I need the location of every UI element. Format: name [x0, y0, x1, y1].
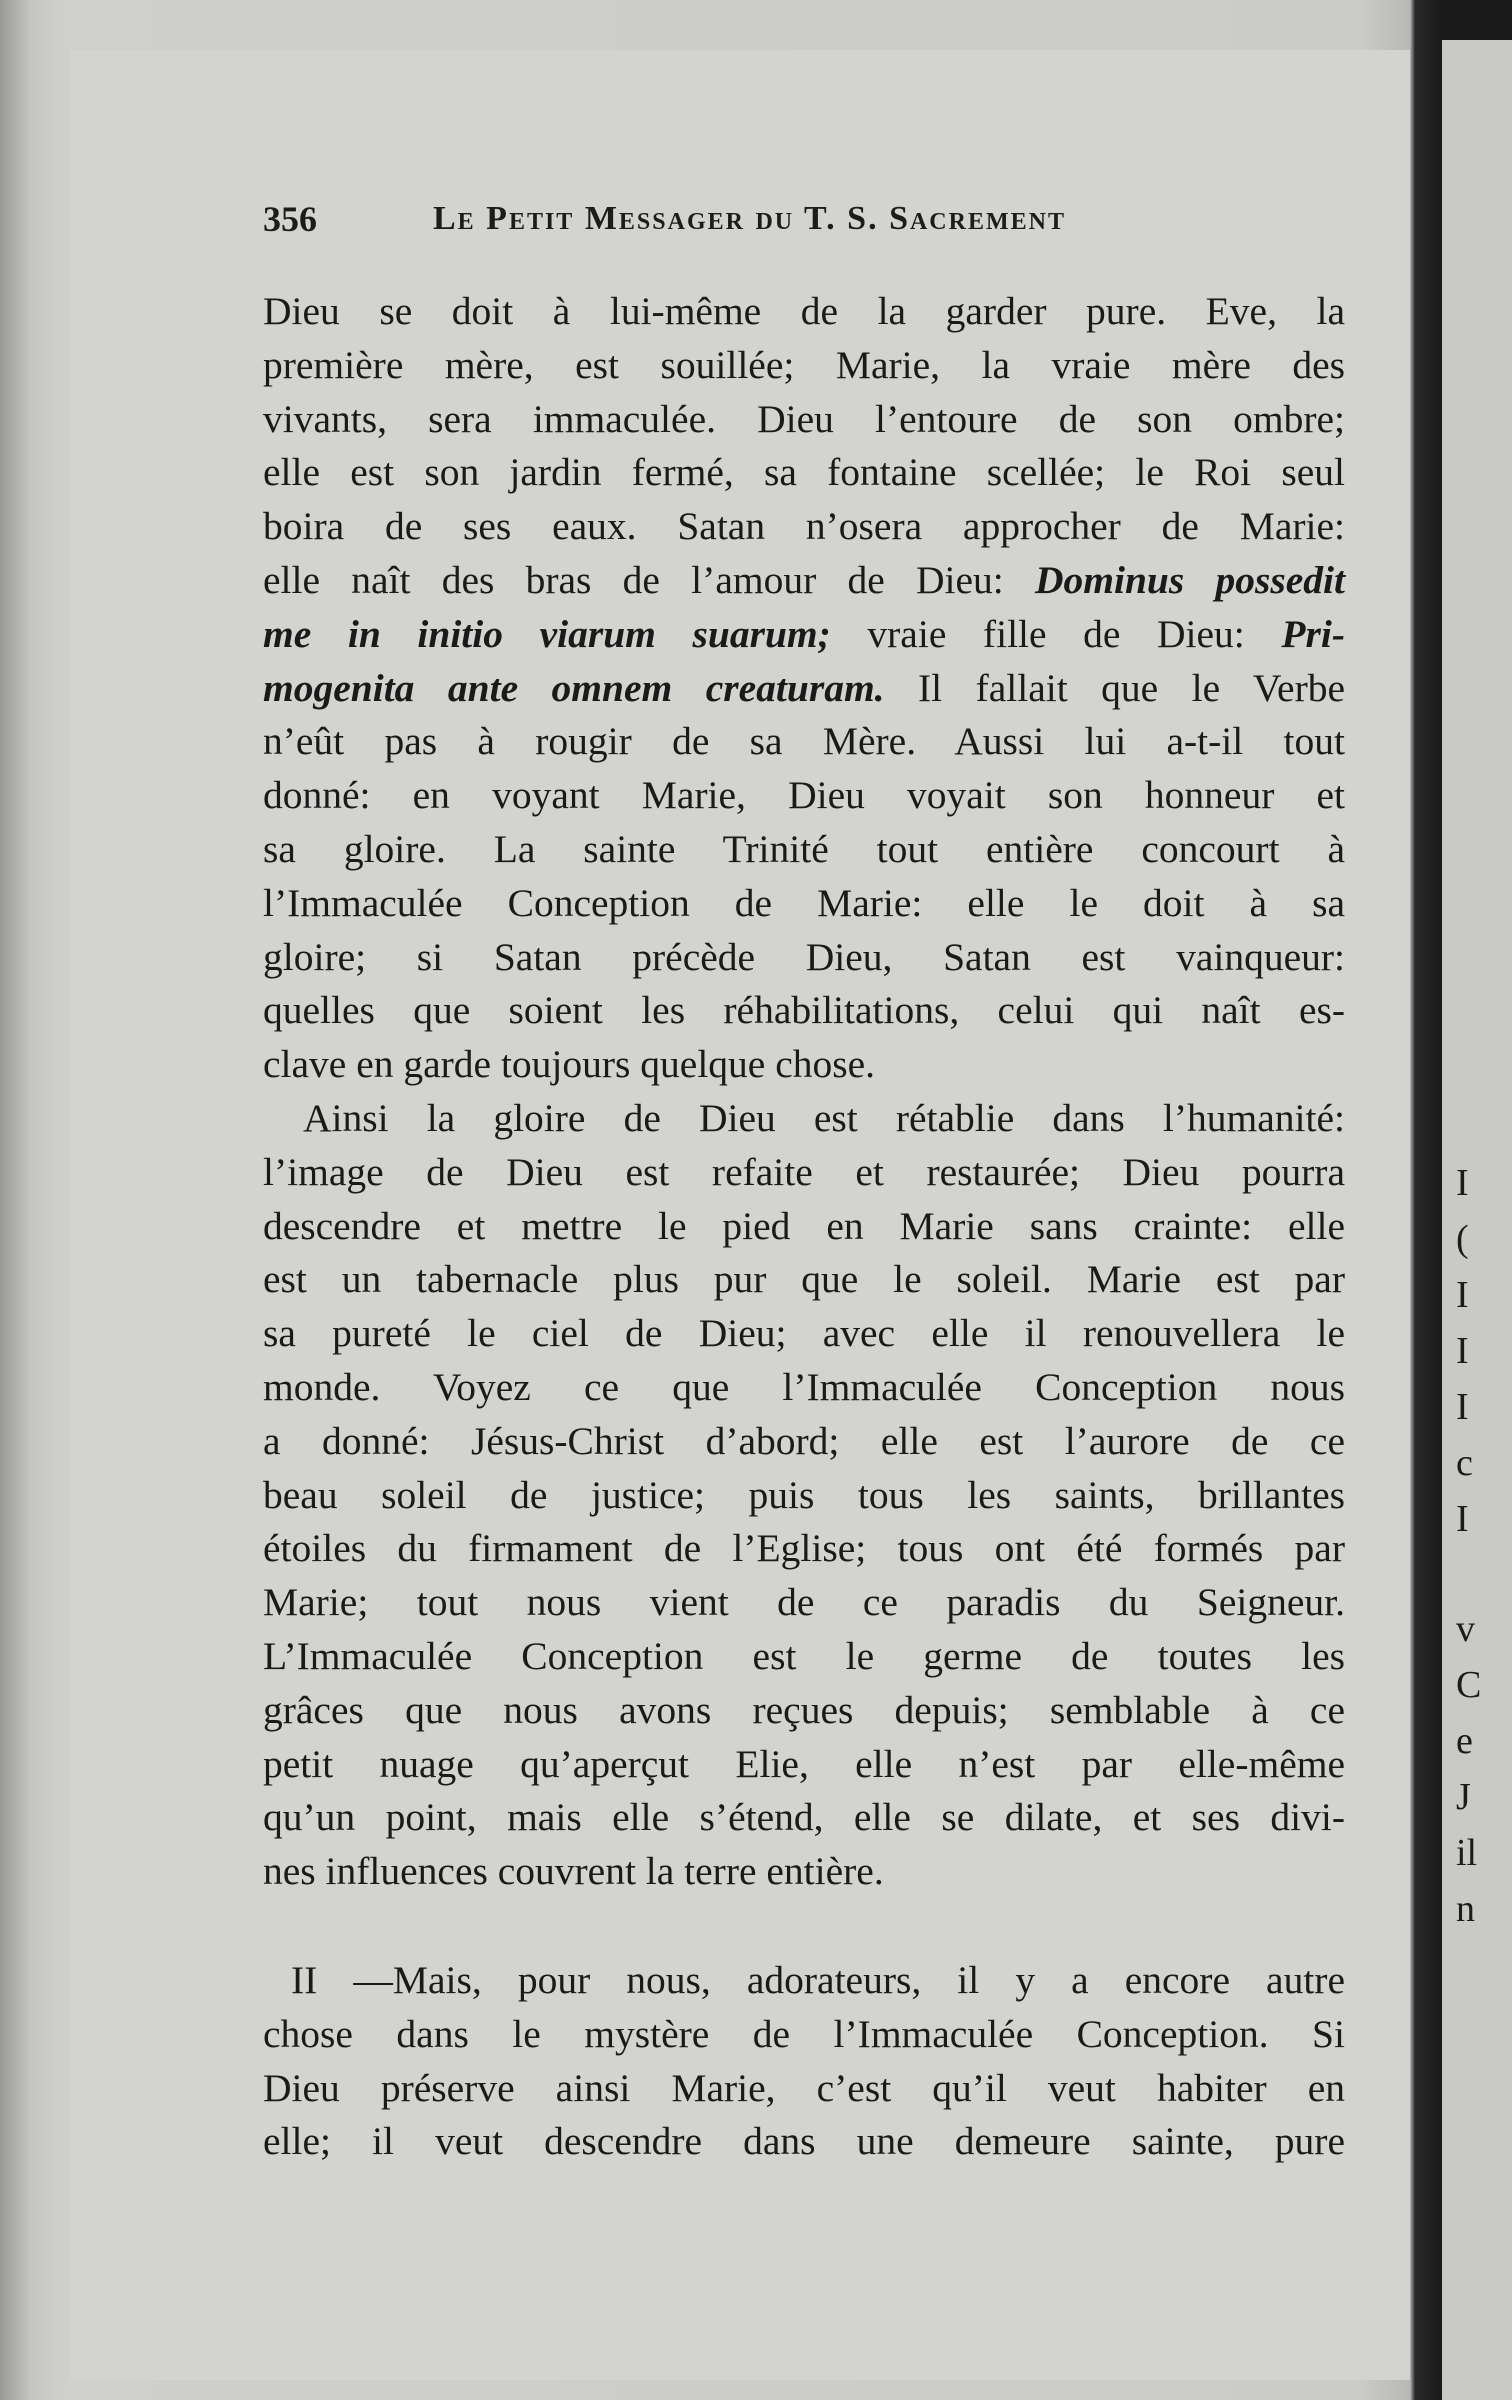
text-line: grâces que nous avons reçues depuis; semblable à ce [263, 1687, 1345, 1732]
text-segment: Il fallait que le Verbe [884, 665, 1346, 710]
facing-page-edge [1442, 40, 1512, 2400]
facing-page-fragment: I [1456, 1162, 1469, 1204]
facing-page-fragment: I [1456, 1274, 1469, 1316]
latin-quote: Pri- [1281, 611, 1345, 656]
body-text [263, 285, 1345, 2169]
text-line: elle est son jardin fermé, sa fontaine scellée; le Roi seul [263, 450, 1345, 495]
latin-quote: Dominus possedit [1034, 557, 1345, 602]
text-line: monde. Voyez ce que l’Immaculée Conception nous [263, 1364, 1345, 1409]
text-line: qu’un point, mais elle s’étend, elle se dilate, et ses divi- [263, 1795, 1345, 1840]
paragraph-3 [263, 1954, 1345, 2169]
facing-page-fragment: e [1456, 1720, 1473, 1762]
text-line: Dieu préserve ainsi Marie, c’est qu’il veut habiter en [263, 2065, 1345, 2110]
latin-quote: me in initio viarum suarum; [263, 611, 831, 656]
text-line: n’eût pas à rougir de sa Mère. Aussi lui a-t-il tout [263, 719, 1345, 764]
text-line: gloire; si Satan précède Dieu, Satan est vainqueur: [263, 934, 1345, 979]
text-line: donné: en voyant Marie, Dieu voyait son honneur et [263, 773, 1345, 818]
facing-page-fragment: ( [1456, 1218, 1469, 1260]
text-line: L’Immaculée Conception est le germe de toutes les [263, 1633, 1345, 1678]
text-line: première mère, est souillée; Marie, la vraie mère des [263, 342, 1345, 387]
text-line [263, 554, 1345, 608]
facing-page-fragment: C [1456, 1664, 1482, 1706]
text-line [263, 662, 1345, 716]
facing-page-fragment: J [1456, 1776, 1471, 1818]
text-line: chose dans le mystère de l’Immaculée Conception. Si [263, 2011, 1345, 2056]
section-gap [263, 1899, 1345, 1954]
text-line [263, 608, 1345, 662]
text-line: a donné: Jésus-Christ d’abord; elle est l’aurore de ce [263, 1418, 1345, 1463]
text-line: elle; il veut descendre dans une demeure sainte, pure [263, 2119, 1345, 2164]
text-line: l’image de Dieu est refaite et restaurée; Dieu pourra [263, 1149, 1345, 1194]
paragraph-2 [263, 1092, 1345, 1899]
text-line: sa gloire. La sainte Trinité tout entière concourt à [263, 826, 1345, 871]
text-segment: elle naît des bras de l’amour de Dieu: [263, 557, 1035, 602]
text-line: beau soleil de justice; puis tous les saints, brillantes [263, 1472, 1345, 1517]
text-segment: vraie fille de Dieu: [830, 611, 1282, 656]
text-line: II —Mais, pour nous, adorateurs, il y a encore autre [291, 1957, 1345, 2002]
page-number: 356 [263, 199, 317, 239]
text-line: est un tabernacle plus pur que le soleil. Marie est par [263, 1257, 1345, 1302]
latin-quote: mogenita ante omnem creaturam. [263, 665, 885, 710]
facing-page-fragment: I [1456, 1330, 1469, 1372]
text-line: Ainsi la gloire de Dieu est rétablie dans l’humanité: [303, 1095, 1345, 1140]
facing-page-fragment: v [1456, 1608, 1475, 1650]
text-line: l’Immaculée Conception de Marie: elle le doit à sa [263, 880, 1345, 925]
text-line: Marie; tout nous vient de ce paradis du Seigneur. [263, 1580, 1345, 1625]
text-line: petit nuage qu’aperçut Elie, elle n’est par elle-même [263, 1741, 1345, 1786]
text-line: Dieu se doit à lui-même de la garder pure. Eve, la [263, 289, 1345, 333]
text-line: vivants, sera immaculée. Dieu l’entoure de son ombre; [263, 396, 1345, 441]
text-line: descendre et mettre le pied en Marie sans crainte: elle [263, 1203, 1345, 1248]
facing-page-fragment: I [1456, 1386, 1469, 1428]
facing-page-fragment: I [1456, 1498, 1469, 1540]
paragraph-1 [263, 285, 1345, 1092]
text-line: clave en garde toujours quelque chose. [263, 1042, 876, 1087]
text-line: quelles que soient les réhabilitations, celui qui naît es- [263, 988, 1345, 1033]
text-line: nes influences couvrent la terre entière. [263, 1849, 884, 1894]
text-line: boira de ses eaux. Satan n’osera approcher de Marie: [263, 504, 1345, 549]
running-title: Le Petit Messager du T. S. Sacrement [433, 200, 1066, 237]
facing-page-fragment: il [1456, 1832, 1478, 1874]
facing-page-fragment: c [1456, 1442, 1473, 1484]
text-line: sa pureté le ciel de Dieu; avec elle il renouvellera le [263, 1311, 1345, 1356]
text-line: étoiles du firmament de l’Eglise; tous ont été formés par [263, 1526, 1345, 1571]
facing-page-fragment: n [1456, 1888, 1475, 1930]
page-header [263, 198, 1263, 248]
